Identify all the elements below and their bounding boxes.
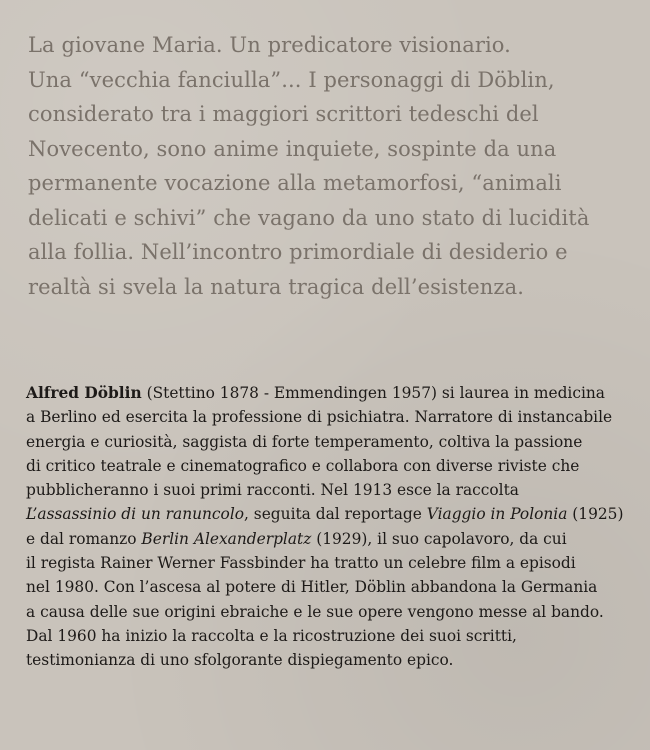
bio-line [26,527,638,551]
work-title: L’assassinio di un ranuncolo [26,505,245,524]
bio-line: a Berlino ed esercita la professione di psichiatra. Narratore di instancabile [26,408,613,427]
author-name: Alfred Döblin [26,384,142,402]
bio-line [26,502,638,526]
blurb-line: permanente vocazione alla metamorfosi, “animali [28,171,562,195]
bio-line: di critico teatrale e cinematografico e collabora con diverse riviste che [26,456,580,475]
author-dates-text: (Stettino 1878 - Emmendingen 1957) si laurea in medicina [141,384,605,402]
bio-line: a causa delle sue origini ebraiche e le sue opere vengono messe al bando. [26,602,604,621]
blurb-line: alla follia. Nell’incontro primordiale di desiderio e [28,240,568,264]
author-bio-paragraph [26,381,638,673]
blurb-line: La giovane Maria. Un predicatore visionario. [28,33,511,57]
work-title: Viaggio in Polonia [426,505,568,524]
blurb-line: Novecento, sono anime inquiete, sospinte da una [28,136,557,161]
bio-line: energia e curiosità, saggista di forte temperamento, coltiva la passione [26,432,583,451]
bio-text: e dal romanzo [26,529,142,548]
bio-text: (1925) [567,505,624,524]
bio-line: Dal 1960 ha inizio la raccolta e la ricostruzione dei suoi scritti, [26,626,517,645]
bio-line: testimonianza di uno sfolgorante dispiegamento epico. [26,651,454,670]
bio-text: , seguita dal reportage [244,505,427,524]
bio-line [26,381,638,405]
bio-line: il regista Rainer Werner Fassbinder ha tratto un celebre film a episodi [26,554,576,573]
bio-line: pubblicheranno i suoi primi racconti. Nel 1913 esce la raccolta [26,481,519,500]
blurb-line: delicati e schivi” che vagano da uno stato di lucidità [28,205,590,230]
blurb-line: realtà si svela la natura tragica dell’esistenza. [28,274,524,299]
blurb-line: considerato tra i maggiori scrittori tedeschi del [28,102,539,126]
blurb-paragraph [28,28,638,304]
bio-line: nel 1980. Con l’ascesa al potere di Hitler, Döblin abbandona la Germania [26,578,598,597]
work-title: Berlin Alexanderplatz [141,529,312,548]
bio-text: (1929), il suo capolavoro, da cui [311,529,567,548]
blurb-line: Una “vecchia fanciulla”... I personaggi di Döblin, [28,67,555,92]
